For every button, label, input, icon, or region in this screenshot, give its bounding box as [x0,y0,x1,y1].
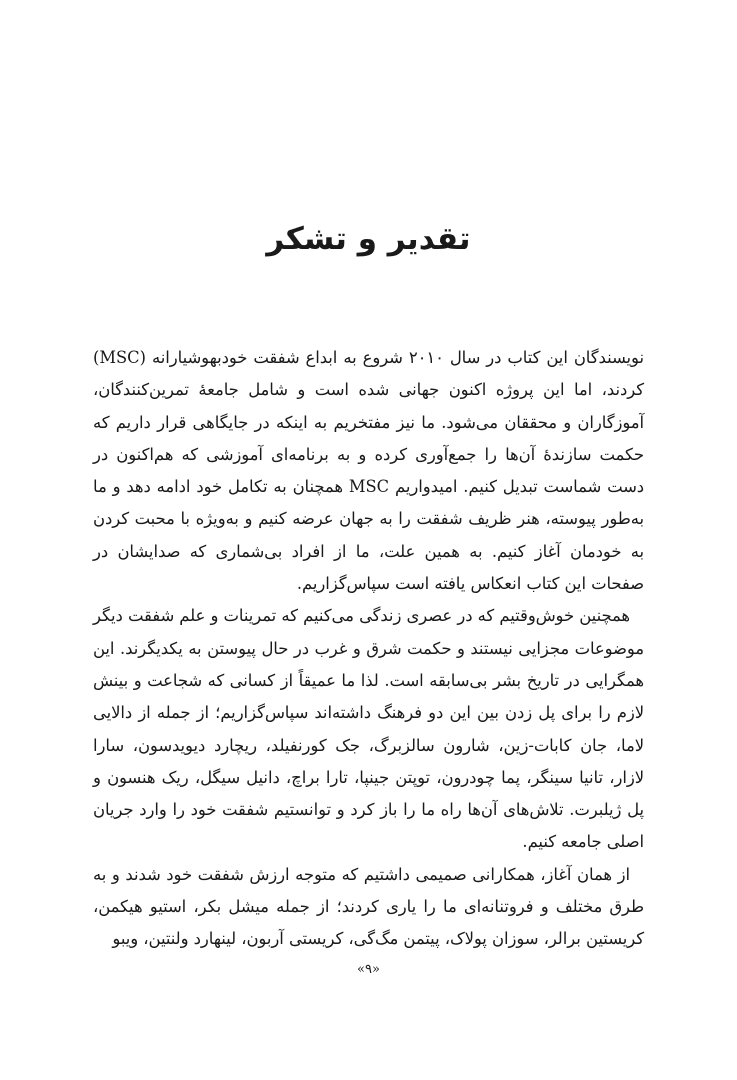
paragraph-2: همچنین خوش‌وقتیم که در عصری زندگی می‌کنیم که تمرینات و علم شفقت دیگر موضوعات مجزایی نیستند و حکمت شرق و غرب در حال پیوستن به یکدیگرند. این همگرایی در تاریخ بشر بی‌سابقه است. لذا ما عمیقاً از کسانی که شجاعت و بینش لازم را برای پل زدن بین این دو فرهنگ داشته‌اند سپاس‌گزاریم؛ از جمله از دالایی لاما، جان کابات-زین، شارون سالزبرگ، جک کورنفیلد، ریچارد دیویدسون، سارا لازار، تانیا سینگر، پما چودرون، توپتن جینپا، تارا براچ، دانیل سیگل، ریک هنسون و پل ژیلبرت. تلاش‌های آن‌ها راه ما را باز کرد و توانستیم شفقت خود را وارد جریان اصلی جامعه کنیم. [93,606,644,852]
paragraph-1: نویسندگان این کتاب در سال ۲۰۱۰ شروع به ابداع شفقت خودبهوشیارانه (MSC) کردند، اما این پروژه اکنون جهانی شده است و شامل جامعهٔ تمرین‌کنندگان، آموزگاران و محققان می‌شود. ما نیز مفتخریم به اینکه در جایگاهی قرار داریم که حکمت سازندهٔ آن‌ها را جمع‌آوری کرده و به برنامه‌ای آموزشی که هم‌اکنون در دست شماست تبدیل کنیم. امیدواریم MSC همچنان به تکامل خود ادامه دهد و ما به‌طور پیوسته، هنر ظریف شفقت را به جهان عرضه کنیم و به‌ویژه با محبت کردن به خودمان آغاز کنیم. به همین علت، ما از افراد بی‌شماری که صدایشان در صفحات این کتاب انعکاس یافته است سپاس‌گزاریم. [93,348,644,594]
page-number: «۹» [357,962,380,977]
paragraph-3: از همان آغاز، همکارانی صمیمی داشتیم که متوجه ارزش شفقت خود شدند و به طرق مختلف و فروتنانه‌ای ما را یاری کردند؛ از جمله میشل بکر، استیو هیکمن، کریستین برالر، سوزان پولاک، پیتمن مگ‌گی، کریستی آربون، لینهارد ولنتین، ویبو [93,864,644,949]
page-title: تقدیر و تشکر [266,221,471,257]
body-text [93,342,644,956]
